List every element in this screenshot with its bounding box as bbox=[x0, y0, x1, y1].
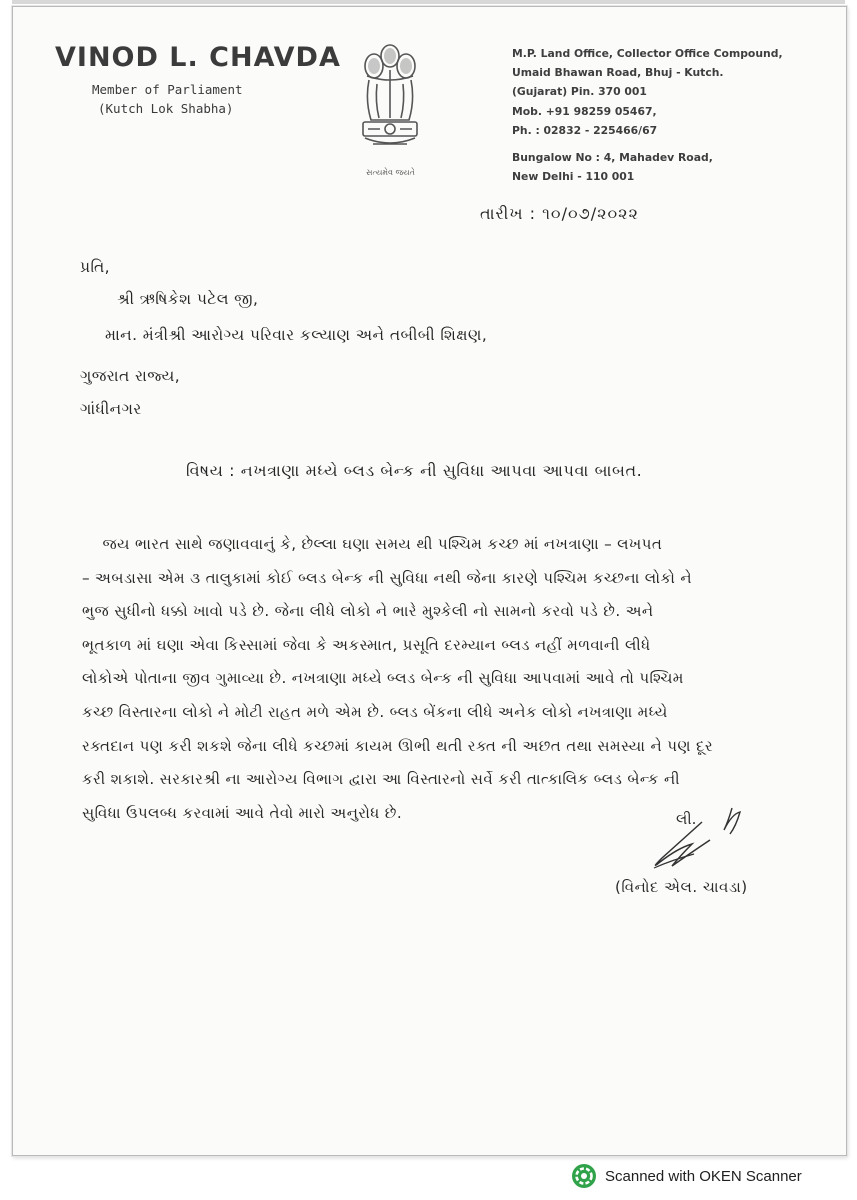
body-line: ભુજ સુધીનો ધક્કો ખાવો પડે છે. જેના લીધે લોકો ને ભારે મુશ્કેલી નો સામનો કરવો પડે છે. અને bbox=[82, 602, 654, 621]
scan-top-edge bbox=[12, 0, 845, 4]
recipient-line: ગાંધીનગર bbox=[80, 400, 142, 418]
delhi-address-line: Bungalow No : 4, Mahadev Road, bbox=[512, 151, 713, 165]
body-line: સુવિધા ઉપલબ્ધ કરવામાં આવે તેવો મારો અનુરોધ છે. bbox=[82, 803, 402, 822]
letterhead-constituency: (Kutch Lok Shabha) bbox=[98, 101, 234, 116]
body-line: રક્તદાન પણ કરી શકશે જેના લીધે કચ્છમાં કાયમ ઊભી થતી રક્ત ની અછત તથા સમસ્યા ને પણ દૂર bbox=[82, 736, 713, 755]
letter-body bbox=[82, 528, 812, 830]
body-line: – અબડાસા એમ ૩ તાલુકામાં કોઈ બ્લડ બેન્ક ની સુવિધા નથી જેના કારણે પશ્ચિમ કચ્છના લોકો ને bbox=[82, 568, 692, 587]
address-line: M.P. Land Office, Collector Office Compound, bbox=[512, 47, 783, 60]
recipient-line: ગુજરાત રાજ્ય, bbox=[80, 367, 181, 385]
body-line: ભૂતકાળ માં ઘણા એવા કિસ્સામાં જેવા કે અકસ્માત, પ્રસૂતિ દરમ્યાન બ્લડ નહીં મળવાની લીધે bbox=[82, 635, 651, 654]
letterhead-name: VINOD L. CHAVDA bbox=[55, 42, 341, 73]
body-line: લોકોએ પોતાના જીવ ગુમાવ્યા છે. નખત્રાણા મધ્યે બ્લડ બેન્ક ની સુવિધા આપવામાં આવે તો પશ્ચિમ bbox=[82, 669, 684, 688]
address-line: Ph. : 02832 - 225466/67 bbox=[512, 123, 658, 137]
oken-scanner-logo-icon bbox=[571, 1163, 597, 1189]
address-line: Umaid Bhawan Road, Bhuj - Kutch. bbox=[512, 66, 724, 80]
emblem-caption: સત્યમેવ જયતે bbox=[366, 168, 415, 177]
letterhead-address bbox=[512, 44, 783, 186]
signatory-name: (વિનોદ એલ. ચાવડા) bbox=[615, 878, 748, 896]
letterhead-role-block bbox=[92, 80, 243, 118]
address-line: (Gujarat) Pin. 370 001 bbox=[512, 85, 647, 99]
national-emblem-icon bbox=[355, 40, 425, 178]
body-line: કચ્છ વિસ્તારના લોકો ને મોટી રાહત મળે એમ છે. બ્લડ બેંકના લીધે અનેક લોકો નખત્રાણા મધ્યે bbox=[82, 702, 668, 721]
body-line: જય ભારત સાથે જણાવવાનું કે, છેલ્લા ઘણા સમય થી પશ્ચિમ કચ્છ માં નખત્રાણા – લખપત bbox=[82, 535, 663, 553]
body-line: કરી શકાશે. સરકારશ્રી ના આરોગ્ય વિભાગ દ્વારા આ વિસ્તારનો સર્વે કરી તાત્કાલિક બ્લડ બેન્ક ની bbox=[82, 770, 680, 789]
recipient-line: પ્રતિ, bbox=[80, 258, 110, 276]
address-line: Mob. +91 98259 05467, bbox=[512, 104, 657, 118]
letter-date: તારીખ : ૧૦/૦૭/૨૦૨૨ bbox=[480, 204, 639, 223]
delhi-address-line: New Delhi - 110 001 bbox=[512, 170, 635, 184]
watermark-text: Scanned with OKEN Scanner bbox=[605, 1167, 802, 1185]
recipient-line: માન. મંત્રીશ્રી આરોગ્ય પરિવાર કલ્યાણ અને તબીબી શિક્ષણ, bbox=[105, 326, 488, 344]
scanner-watermark bbox=[571, 1163, 802, 1189]
recipient-line: શ્રી ઋષિકેશ પટેલ જી, bbox=[117, 290, 259, 308]
letterhead-role: Member of Parliament bbox=[92, 82, 243, 97]
handwritten-signature bbox=[632, 800, 752, 875]
closing-li: લી. bbox=[676, 810, 697, 828]
letter-subject: વિષય : નખત્રાણા મધ્યે બ્લડ બેન્ક ની સુવિધા આપવા આપવા બાબત. bbox=[186, 461, 643, 480]
